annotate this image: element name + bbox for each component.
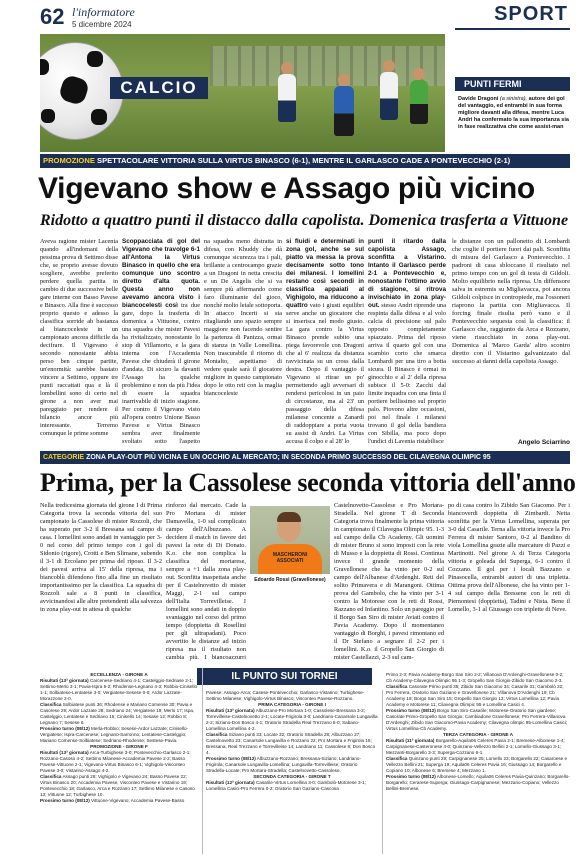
results-entry [386,708,570,732]
results-entry-text: Pavese; Assago-Arca; Casese-Pontevecchio; Garlasco-Vistarino; Turbighese-Settimo Milanese; Vighigolo-Virtus Binasco; Visconteo Pavese-Rozzano. [206,690,365,701]
section-title: SPORT [494,3,568,25]
player-hair [277,512,301,522]
results-entry [40,678,198,702]
article1-subtitle: Ridotto a quattro punti il distacco dalla capolista. Domenica trasferta a Vittuone [40,212,569,229]
article2-headline: Prima, per la Cassolese seconda vittoria dell'anno [40,468,576,497]
player-figure [334,86,354,136]
player-figure [278,74,296,122]
publication-name: l'informatore [72,5,135,19]
article1-column-1: Aveva ragione mister Lacenta quando all'indomani della pessima prova di Settimo disse che, se proprio avesse dovuto scegliere, avrebbe preferito perdere quella partita in cambio di due successive belle gare interne con Basso Pavese e Binasco. Alla fine è successo proprio questo e adesso la classifica sorride ab bastanza al biancoceleste in un campionato ancora difficile da decifrare. Il Vigevano è secondo nonostante abbia perso ben cinque partite, un'enormità: sarebbe bastato vincere a Settimo, oppure tre punti raccattati qua e là il lombellini sono di certo nel girone a non aver mai pareggiato per rendere il bilancio ancor più interessante. Terremo comunque le prime somme [40,238,118,437]
player-portrait [250,506,330,574]
article1-kicker-tag: PROMOZIONE [43,156,95,165]
results-entry-text: Quinzano punti 29; Carpignanese 25; Lomello 23; Borgarello 22; Casaroese e Vellezzo Bellini 21; Superga 19; Aquila06 Celeres Pavia 16; Giussago 14; Borgarello e Copiano 10; Albonese 6; Bremese 4; Mezzano 1. [386,756,568,773]
results-entry-label: Classifica [40,702,62,707]
results-entry-text: Albuzzano-Rozzano; Bressana-Siziano; Landriano-Frigirola; Canarsole Lungavilla-Lomellina; Lungavilla-Torrevilleise; Oratorio Stradella-Locate; Pro Mortara-Stradella; Castelnovetto-Cassolese. [206,756,361,773]
league-heading: PRIMA CATEGORIA - GIRONE I [258,702,326,707]
results-entry-text: Borgo San Siro-Casarile; Motorese-Oratorio San giardese; Casorate Primo-Gropello San Giorgio; Cambiadone Gravellonese; Pro Ferrera-Villanova D'Ardenghi; Zibido San Giacomo-Pavia Academy; Cilavegna olimpic 95-Lomellina Casici; Virtus Lomellina-Cb Academy. [386,708,568,731]
results-entry-label: Prossimo turno (08/12) [386,708,436,713]
article1-lead-a: Scoppacciata di gol del Vigevano che travolge 6-1 all'Antona la Virtus Binasco in quello che era comunque uno scontro diretto d'alta quota. Questa anno non avevamo ancora visto i biancocelesti così [122,238,200,309]
results-entry-text: Primo 2-3; Pavia Academy-Borgo San Siro 2-2; Villanova D'Ardenghi-Gravellonese 0-2; Cb Academy-Cilavegna Olimpic 95 1-3; Gropello San Giorgio-Zibido San Giacomo 2-3. [386,672,564,683]
results-entry-text: Borgarello-Aquila06 Celeres Pavia 2-1; Bremese-Albonese 1-4; Carpignanese-Casteronese 4-0; Quinzano-Vellezzo Bellini 2-1; Lomello-Giussago 3-1; Mezzanti-Borgarello 3-3; Superga-Cozzano 6-1. [386,738,565,755]
article1-column-2 [122,238,200,444]
results-entry [206,708,378,732]
league-heading: SECONDA CATEGORIA - GIRONE T [253,774,331,779]
results-entry [386,672,570,684]
results-divider [202,668,203,854]
article2-kicker-tag: CATEGORIE [43,454,85,461]
results-entry-label: Prossimo turno (08/12) [206,756,256,761]
article1-kicker [40,154,570,168]
results-entry-label: Prossimo turno (08/12) [40,798,90,803]
player-head [281,62,293,74]
punti-fermi-body: autore dei gol del vantaggio, ed entrambi in sua forma migliore davanti alla difesa, mentre Luca Andri ha confermato la sua importanza sia in fase realizzativa che come assist-man [458,96,569,130]
article1-column-4-text: vato i giusti equilibri serve anche un giocatore che si inserisca nel modo giusto. La gara contro la Virtus Binasco prende subito una piega favorevole con Dragoni che al 6' realizza da distanza ravvicinata su un cross dalla destra. Dopo il vantaggio il Vigevano si ritrae un po' permettendo agli avversari di rendersi pericolosi in un paio di circostanze, ma al 23' un passaggio della difesa milanese concente a Zanardi di raddoppiare a porta vuota su assist di Andri. La Virtus accusa il colpo e al 28' lo [286,302,364,444]
article1-column-6: le distanze con un pallonetto di Lombardi che coglie il portiere fuori dai pali. Sconfitta di misura del Garlasco a Pontevecchio. I padroni di casa sbloccano il risultato nel primo tempo con un gol di testa di Gildoli. Molto equilibrio nella ripresa. Un diffensore salva in estremis su Migliavacca, poi ancora Gildoli colpisce in contropiede, ma l'ossoneri riaprono la partita con Migliavacca. Il forcing finale risulta però vano e il Pontevecchio sequesta così la classifica: il Garlasco che, raggiunto da Arca e Rozzano, viene risucchiato in zona play-out. Domenica al 'Marco Garda' altro scontro diretto con il Vistarino galvanizzato dal successo ai danni della capolista Assago. [452,238,570,365]
article2-column-2: rinforzo dal mercato. Cade la Pro Mortara di mister Damavella, 1-0 sul complicato campo dell'Albuzzano. A decidere il match in favore dei pavesi la rete di Di Donato. K.o. che non complica la classifica del mortarese, sempre a +1 dalla zona play-out. Sconfitta inaspettata anche per il Castelnovetto di mister Maggi, 2-1 sul campo dell'Italia Torrevilleise. I lomellini sono andati in doppio svantaggio nel corso del primo tempo (doppietta di Rosellini per gli ultrapadani). Poco avvertito le distanze ad inizio ripresa ma il risultato non cambia più. I biancoazzurri [166,502,246,661]
article2-kicker [40,451,570,464]
player-figure [380,72,398,120]
results-entry-label: Risultati (12ª giornata) [206,780,255,785]
article1-column-3: na squadra meno distratta in difesa, con Khuddy che dà comunque sicurezza tra i pali, brillante a centrocampo grazie a un Dragoni in netta crescita e un De Angelis che si va sempre più affermando come faro illuminante del gioco, nonché molto letale sottoporta. In attacco Incerti si sta ritagliando uno spazio sempre maggiore non facendo sentire la partenza di Panizza, ormai di stanza in Valle Lomellina. Non trascurabile il ritorno di Montalto, aspettiamo di vedere quale sarà il giocatore migliore in questo campionato dopo le otto reti con la maglia biancoceleste [204,238,282,397]
article2-kicker-text: ZONA PLAY-OUT PIÙ VICINA E UN OCCHIO AL MERCATO; IN SECONDA PRIMO SUCCESSO DEL CILAVEGNA OLIMPIC 95 [86,454,491,461]
results-column-3 [386,672,570,856]
article2-column-1: Nella tredicesima giornata del girone I di Prima Categoria trova la seconda vittoria del suo campionato la Cassolese di mister Rozzoli, che ha superato per 3-2 il Bressana sul campo di casa. I lomellini sono andati in vantaggio per 3-0 nel corso del primo tempo con i gol di Sidonio (rigore), Crotti e Ben Slimane, subendo il 3-1 di Ercolano per prima del riposo. Il 3-2 dei pavesi arriva al 15' della ripresa, ma i biancoblù difendono fino alla fine un risultato importantissimo per la classifica. La squadra di Rozzoli sale a 8 punti in classifica, avvicinandosi alle altre pretendenti alla salvezza in zona play-out in attesa di qualche [40,502,162,613]
results-entry-text: Casorate Primo punti 35; Zibido San Giacomo 34; Casarile 31; Gambolò 22; Pro Ferrera, Oratorio San Gaziano e Gravellonese 21; Villanova D'Ardenghi 19; Cb Academy 18; Borgo San Siro 15; Gropello San Giorgio 13; Virtus Lomellina 12; Pavia Academy e Motorese 11; Cilavegna Olimpic 95 e Lomellina Casici 4. [386,684,564,707]
article1-signature: Angelo Sciarrino [517,439,570,446]
results-entry-text: Siziano punti 33; Locate 32; Oratorio Stradella 28; Albuzzano 27; Castelnovetto 23; Canarsole Lungavilla e Rozzano 22; Pro Mortara e Frigirola 15; Bressana, Real Trezzano e Torrevilleise 14; Landriano 11; Cassolese 8; Don Bosco 4. [206,732,376,755]
league-heading: ECCELLENZA - GIRONE A [90,672,148,677]
results-entry [40,726,198,744]
results-entry-label: Risultati (13ª giornata) [206,708,255,713]
results-entry-label: Prossimo turno (08/12) [40,726,90,731]
results-entry [386,684,570,708]
calcio-label: CALCIO [110,77,208,99]
results-entry [386,774,570,792]
article2-column-3: Castelnovetto-Cassolese e Pro Mortara-Stradella. Nel girone T di Seconda Categoria trova finalmente la prima vittoria in campionato il Cilavegna Olimpic 95. 1-3 sul campo della Cb Academy. Gli uomini di mister Bruno si sono imposti con la rete di Musso e la doppietta di Rossi. Continua invece il grande momento della Gravellonese che ha vinto per 0-2 sul campo dell'Albanese d'Ardenghi. Reti del solito Primavera e di Marangoni. Ottima prova del Gambolo, che ha vinto per 3-1 contro la Motorese con le reti di Rossi, Razzano ed Infantino. Solo un pareggio per il Borgo San Siro di mister Aviati contro il Pavia Academy. Dopo il momentaneo vantaggio di Borghi, i pavesi rimontano ed il Dr Stefano a segnare il 2-2 per i lomellini. K.o. il Gropello San Giorgio di mister Castellazzi, 2-3 sul cam- [334,502,444,661]
results-entry-text: Albonese-Lomello; Aquila06 Celeres Pavia-Quinzano; Borgarello-Borgarello; Cerarese-Superga; Giussago-Carpignanese; Mezzano-Copiano; Vellezzo Bellini-Bremese. [386,774,570,791]
results-entry [386,756,570,774]
issue-date: 5 dicembre 2024 [72,20,132,29]
results-column-1 [40,672,198,856]
results-entry [40,774,198,798]
punti-fermi-box [458,96,570,131]
results-entry-label: Prossimo turno (08/12) [386,774,436,779]
results-entry-text: Carcenese-Sedriano 4-1; Castelggio-Sedriase 2-1; Settimo-Merlo 3-1; Pavia-Ispra 5-2; Rhodense-Legnano 4-3; Robbio-Cinisello 1-1; Solbiatese-Lentatese 3-0; Vergiatese-Sesese 0-0; Ardor Lazzate-Morazzone 2-0. [40,678,198,701]
results-entry [386,738,570,756]
shirt-sponsor-logo: MASCHERONI ASSOCIATI [272,552,308,564]
results-entry-text: Solbiatese punti 36; Rhodense e Mariano Comense 30; Pavia e Casorese 29; Ardor Lazzate 28; Sedriano 24; Vergiatese 19; Merlo 17; Ispa, Castelggio, Lentatese e Sedriano 15; Cinisello 14; Sesase 12; Robbio 8; Legnano 7; Sesese 6. [40,702,195,725]
article2-column-4: po di casa contro lo Zibido San Giacomo. Per i biancoverdi doppietta di Zimbardi. Netta sconfitta per la Virtus Lomellina, superata per 3-0 dal Casarile. Terna alla vittoria invece la Pro Ferrera di mister Santoro, 0-2 al Bandino di viola Lomellina grazie alle marcature di Pazzi e Martinotti. Nel girone A di Terza Categoria vittoria e goleada del Superga, 6-1 contro il Cozzano. Il gol per i locali Bazzano e Pinasocella, entrambi autori di una tripletta. Ottima prova dell'Albonese, che ha vinto per 1-4 sul campo della Bressene con le reti di Piemontesi (doppietta), Tadini e Nista. Bene il Lomello, 3-1 al Giussago con triplette di Neve. [448,502,570,613]
punti-fermi-title: PUNTI FERMI [455,77,570,91]
punti-fermi-name-note: (a sinistra), [499,96,528,102]
page-number: 62 [40,4,65,29]
results-entry-label: Risultati (13ª giornata) [40,750,89,755]
player-head [338,74,350,86]
results-entry [40,702,198,726]
article1-column-2-text: tra due gare, dopo la trasferta di domenica a Vittuone, contro una squadra che mister Pavesi ha rivitalizzato, nonostante lo stop di Villamorto, e la gara interna con l'Accademia Pavese che chiuderà il girone d'andata. Di sicuro la davanti l'Assago ha qualche problemino e non da più l'idea di essere la squadra inarrivabile di inizio stagione. Per contro il Vigevano visto all'opera contro Unione Basso Pavese e Virtus Binasco sembra aver finalmente svoltato sotto l'aspetto [122,302,200,444]
results-entry-label: Risultati (13ª giornata) [40,678,89,683]
league-heading: TERZA CATEGORIA - GIRONE A [442,732,514,737]
punti-fermi-name: Davide Dragoni [458,96,499,102]
league-heading: PROMOZIONE - GIRONE F [90,744,148,749]
results-entry-label: Risultati (11ª giornata) [386,738,435,743]
player-head [413,68,425,80]
article1-column-4 [286,238,364,444]
results-entry-text: Arca-Turbighese 3-0; Pontevecchio-Garlasco 2-1; Rozzano-Casoso 4-2; Settimo Milanese-Accademia Pavese 2-2; Basso Pavese-Vittuone 2-1; Vigevano-Virtus Binasco 6-1; Vighigolo-Visconteo Pavese 3-0; Vistarino-Assago 4-2. [40,750,191,773]
match-photo [40,34,445,152]
section-rule [455,28,570,30]
results-entry-label: Classifica [386,756,408,761]
results-entry-text: Vittuone-Vigevano; Accademia Pavese-Basso [89,798,185,803]
results-entry [206,780,378,792]
player-head [383,60,395,72]
article1-column-5 [368,238,446,444]
results-entry [40,798,198,804]
results-entry-label: Classifica [386,684,408,689]
results-entry [40,750,198,774]
results-entry-label: Classifica [40,774,62,779]
results-entry-text: Assago punti 28; Vighigolo e Vigevano 24; Basso Pavese 22; Virtus Binasco 20; Accademia Pavese, Visconteo Pavese e Vistarino 19; Pontevecchio 18; Garlasco, Arca e Rozzano 17; Settimo Milanese e Casoso 13; Vittuone 12; Turbighese 10. [40,774,195,797]
results-entry-text: Merla-Robbio; Sesese-Ardor Lazzate; Cinisello-Vergiatese; Ispra-Carcenese; Legnano-Sarronno; Lentatese-Castelggio; Mariano Comense-Solbiatese; Sedriano-Rhodense; Sestese-Pavia. [40,726,189,743]
results-title: IL PUNTO SUI TORNEI [197,668,372,685]
results-entry-text: Albuzzano-Pro Mortara 1-0; Cassolese-Bressana 3-2; Torrevilleise-Castelnovetto 2-1; Locate-Frigirola 3-0; Landriano-Canarsole Lungavilla 2-2; Siziano-Don Bosco 4-1; Oratorio Stradella Real Trezzano 5-0; Sabano-Lomellina Lomellina 4-2. [206,708,378,731]
stadium-fence [210,46,445,86]
article1-headline: Vigevano show e Assago più vicino [38,172,535,205]
results-entry [206,732,378,756]
article1-lead-b: si fluidi e determinati in zona gol, anche se sul piatto va messa la prova decisamente sotto tono dei milanesi. I lomellini restano così secondi in classifica appaiati al Vighigolo, ma riducono a quattro [286,238,364,309]
article1-column-5-text: stesso Andri riprende una respinta dalla difesa e al volo calcia di precisione sul palo opposto completamente spiazzato. Prima del riposo arriva il quarto gol con una scambio corto che smarca Lombardi per una tiro a botta sicura. Il Binasco è ormai in ginocchio e al 2' della ripresa subisce il 5-0: Zacchi dal limite inquadra con una finta il portiere bellissimo sul proprio palo. Piovono altre occasioni, poi nel finale i milanesi trovano il gol della bandiera con Sibilla, ma poco dopo l'undici di Lavenia ristabilisce [368,302,446,444]
player-figure [410,80,428,124]
results-entry [206,756,378,774]
results-divider [382,690,383,854]
results-entry-text: Casarile-Virtus Lomellina 3-0; Gambolò-Motorese 3-1; Lomellina Casici-Pro Ferrera 0-2; Oratorio San Gaziano-Cascosa [206,780,366,791]
article1-lead-c: punti il ritardo dalla capolista Assago, sconfitta a Vistarino. Intanto il Garlasco perde 2-1 a Pontevecchio e, nonostante l'ottimo avvio di stagione, si ritrova invischiato in zona play-out. [368,238,446,309]
article1-kicker-text: SPETTACOLARE VITTORIA SULLA VIRTUS BINASCO (6-1), MENTRE IL GARLASCO CADE A PONTEVECCHIO (2-1) [97,156,511,165]
results-column-2 [206,690,378,856]
portrait-caption: Edoardo Rossi (Gravellonese) [254,577,326,583]
results-entry [206,690,378,702]
results-entry-label: Classifica [206,732,228,737]
